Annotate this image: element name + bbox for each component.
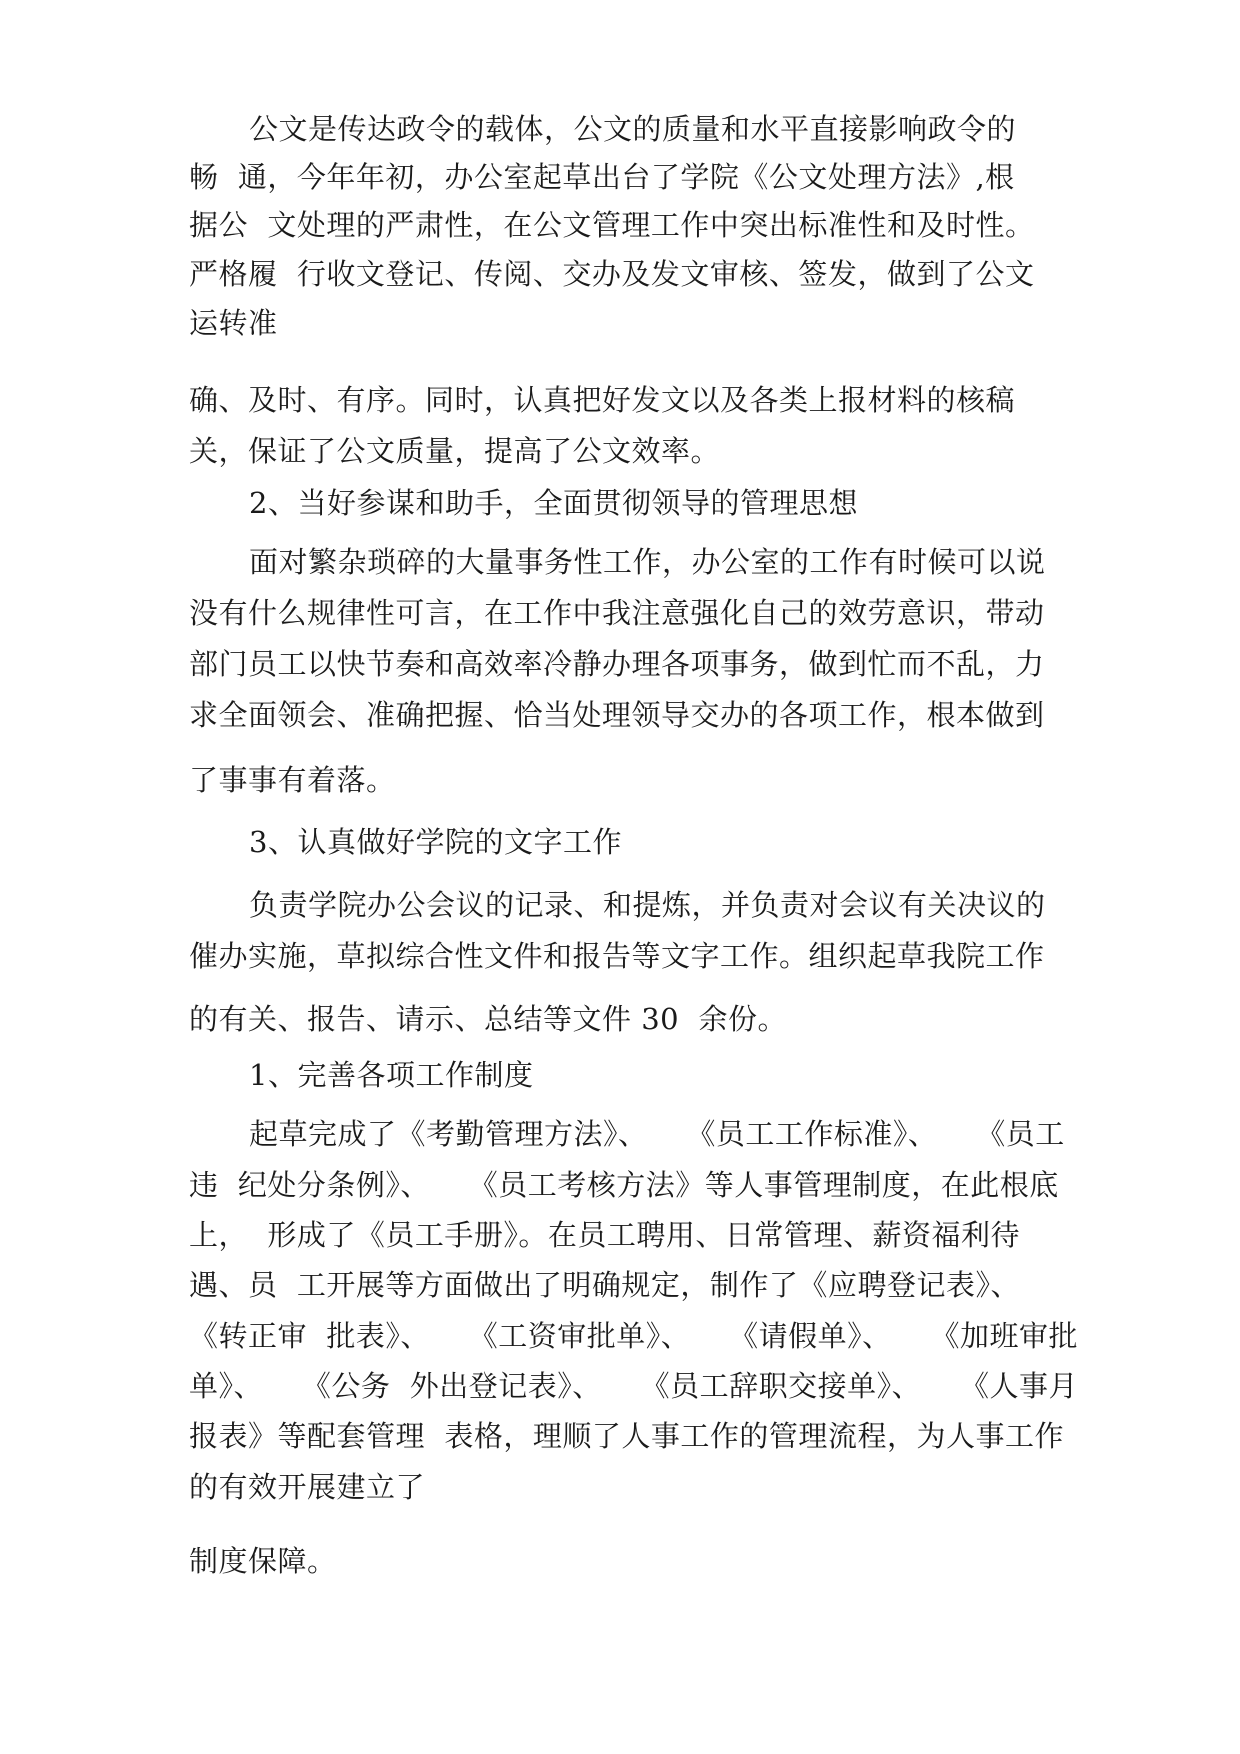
text-line: 负责学院办公会议的记录、和提炼，并负责对会议有关决议的 bbox=[249, 888, 1046, 922]
text-line: 违 纪处分条例》、 《员工考核方法》等人事管理制度，在此根底 bbox=[189, 1168, 1059, 1202]
text-line: 《转正审 批表》、 《工资审批单》、 《请假单》、 《加班审批 bbox=[189, 1319, 1079, 1353]
text-line: 求全面领会、准确把握、恰当处理领导交办的各项工作，根本做到 bbox=[189, 698, 1045, 732]
section-heading: 2、当好参谋和助手，全面贯彻领导的管理思想 bbox=[249, 486, 858, 520]
text-line: 上， 形成了《员工手册》。在员工聘用、日常管理、薪资福利待 bbox=[189, 1218, 1020, 1252]
text-line: 制度保障。 bbox=[189, 1544, 337, 1578]
text-line: 面对繁杂琐碎的大量事务性工作，办公室的工作有时候可以说 bbox=[249, 545, 1046, 579]
text-line: 催办实施，草拟综合性文件和报告等文字工作。组织起草我院工作 bbox=[189, 939, 1045, 973]
text-line: 严格履 行收文登记、传阅、交办及发文审核、签发，做到了公文 bbox=[189, 257, 1035, 291]
text-line: 单》、 《公务 外出登记表》、 《员工辞职交接单》、 《人事月 bbox=[189, 1369, 1079, 1403]
text-line: 的有效开展建立了 bbox=[189, 1470, 426, 1504]
text-line: 遇、员 工开展等方面做出了明确规定，制作了《应聘登记表》、 bbox=[189, 1268, 1020, 1302]
text-line: 的有关、报告、请示、总结等文件 30 余份。 bbox=[189, 1002, 788, 1036]
text-line: 畅 通，今年年初，办公室起草出台了学院《公文处理方法》,根 bbox=[189, 160, 1015, 194]
section-heading: 1、完善各项工作制度 bbox=[249, 1058, 534, 1092]
text-line: 运转准 bbox=[189, 306, 278, 340]
text-line: 没有什么规律性可言，在工作中我注意强化自己的效劳意识，带动 bbox=[189, 596, 1045, 630]
text-line: 了事事有着落。 bbox=[189, 763, 396, 797]
text-line: 据公 文处理的严肃性，在公文管理工作中突出标准性和及时性。 bbox=[189, 208, 1035, 242]
text-line: 起草完成了《考勤管理方法》、 《员工工作标准》、 《员工 bbox=[249, 1117, 1065, 1151]
text-line: 公文是传达政令的载体，公文的质量和水平直接影响政令的 bbox=[249, 112, 1017, 146]
text-line: 关，保证了公文质量，提高了公文效率。 bbox=[189, 434, 721, 468]
text-line: 确、及时、有序。同时，认真把好发文以及各类上报材料的核稿 bbox=[189, 383, 1016, 417]
text-line: 报表》等配套管理 表格，理顺了人事工作的管理流程，为人事工作 bbox=[189, 1419, 1064, 1453]
section-heading: 3、认真做好学院的文字工作 bbox=[249, 825, 622, 859]
text-line: 部门员工以快节奏和高效率冷静办理各项事务，做到忙而不乱，力 bbox=[189, 647, 1045, 681]
